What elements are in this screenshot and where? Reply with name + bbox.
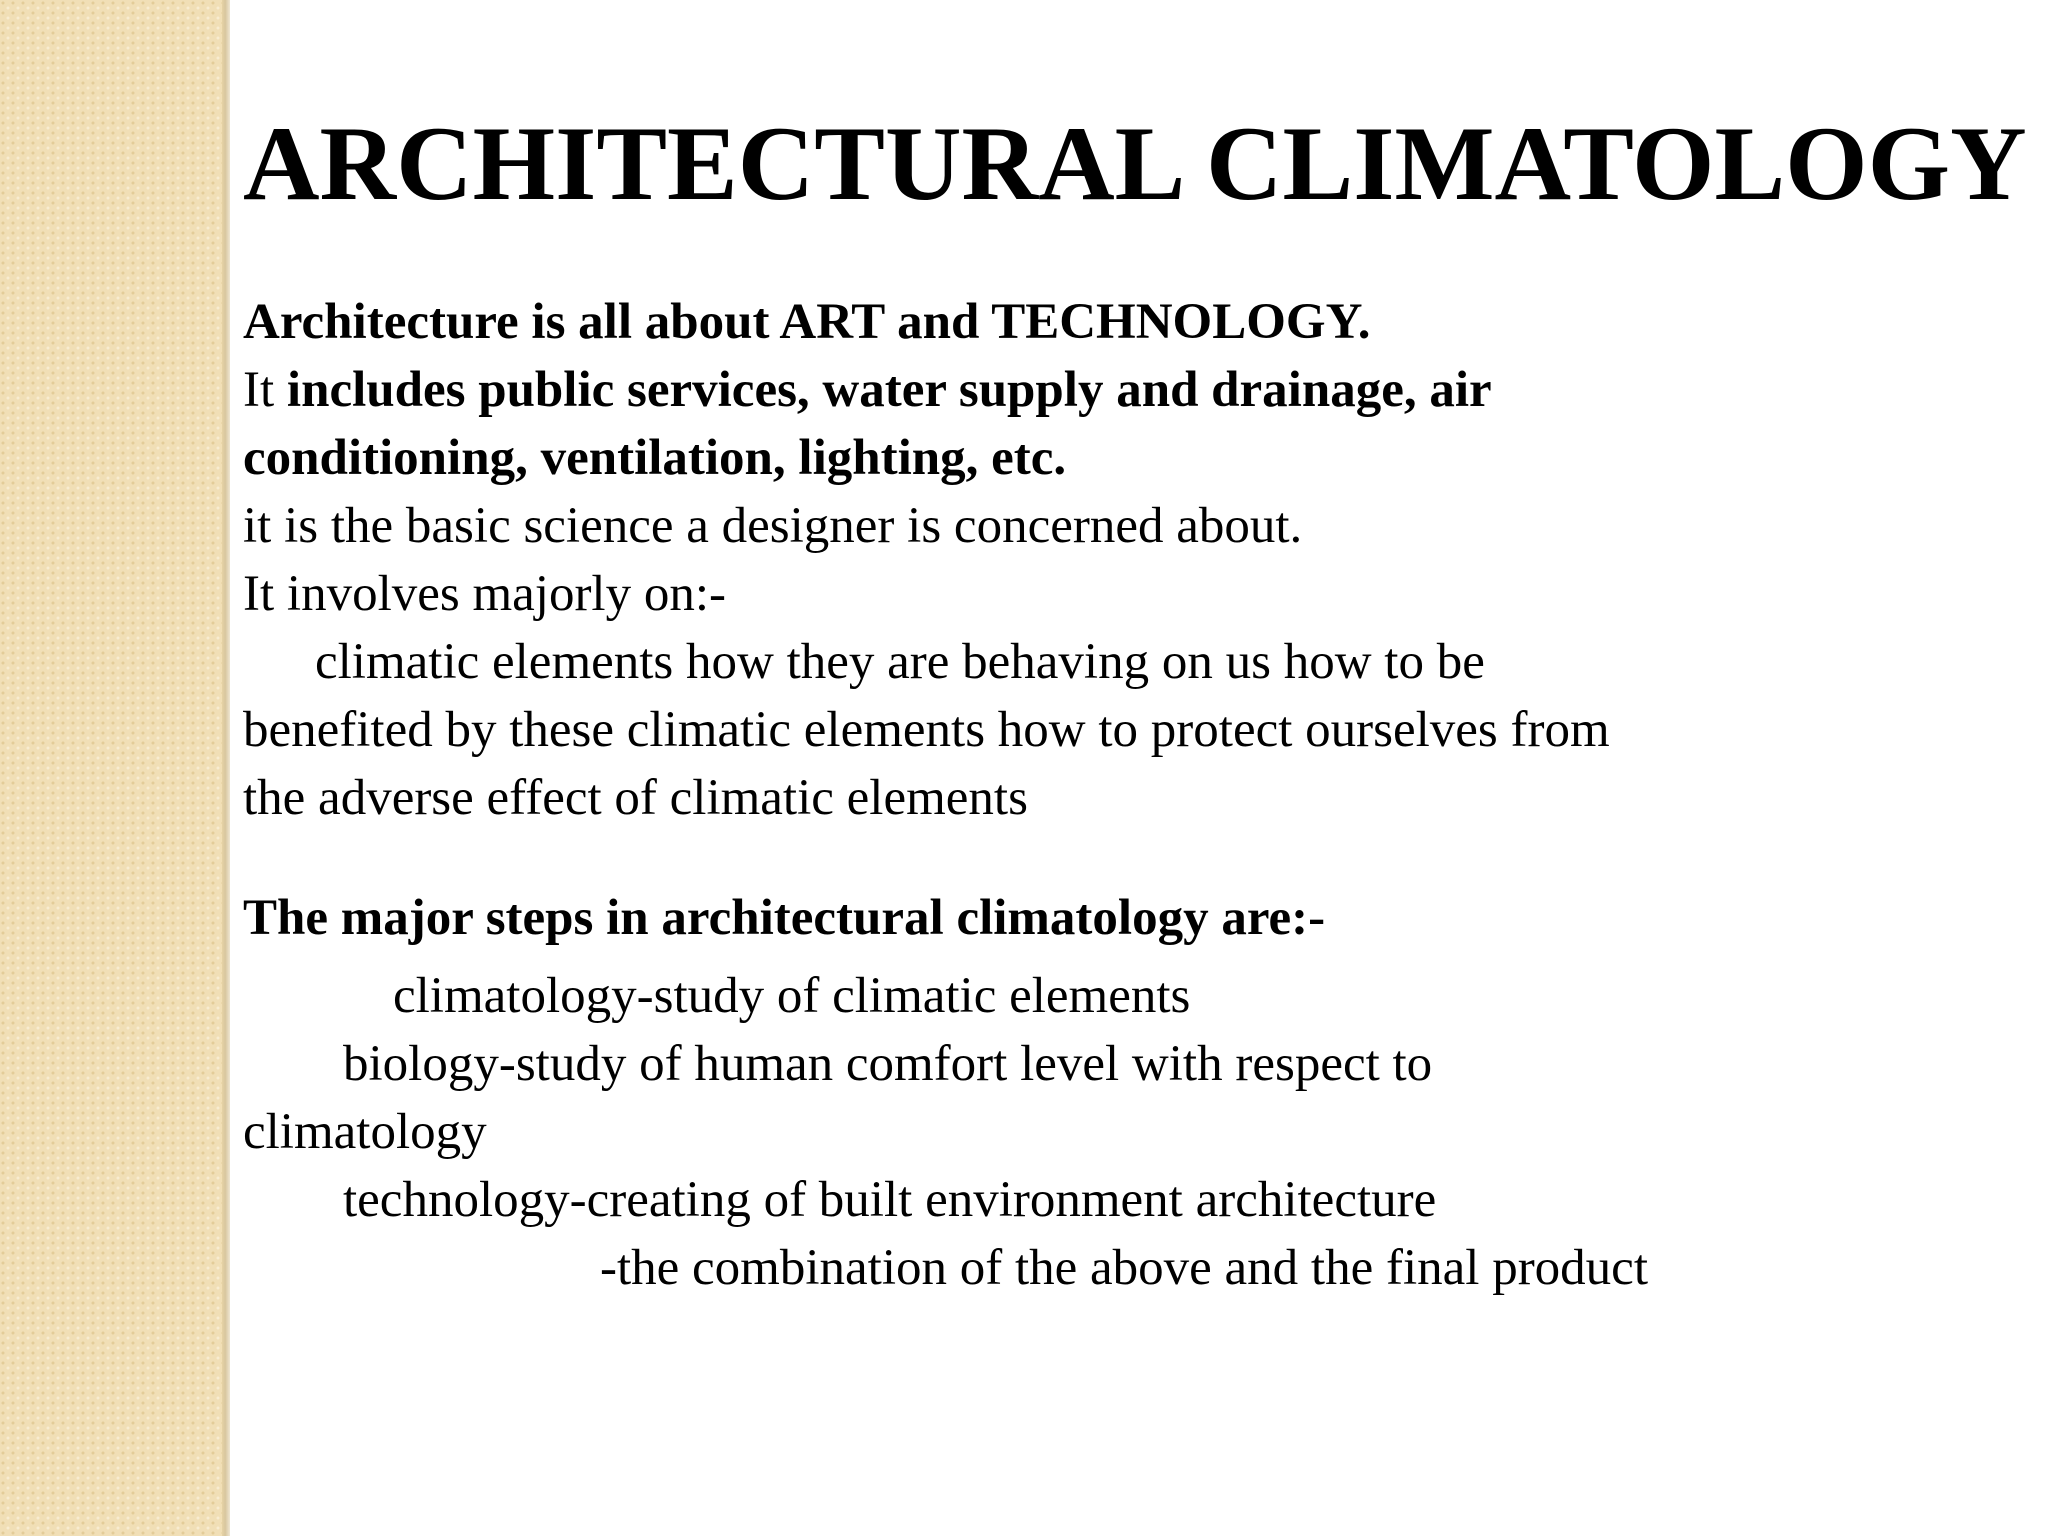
intro-line-6: climatic elements how they are behaving on us how to be xyxy=(315,634,1485,690)
intro-line-3: conditioning, ventilation, lighting, etc. xyxy=(243,430,1067,486)
intro-line-2 xyxy=(243,356,2023,424)
side-band-edge xyxy=(222,0,230,1536)
step-item: climatology-study of climatic elements xyxy=(393,968,1191,1024)
step-item: technology-creating of built environment architecture xyxy=(343,1172,1437,1228)
intro-line-1: Architecture is all about ART and TECHNOLOGY. xyxy=(243,294,1371,350)
step-item: climatology xyxy=(243,1104,487,1160)
step-item: -the combination of the above and the final product xyxy=(600,1240,1648,1296)
decorative-side-band xyxy=(0,0,226,1536)
steps-heading: The major steps in architectural climatology are:- xyxy=(243,890,1326,946)
intro-line-5: It involves majorly on:- xyxy=(243,566,727,622)
slide-body xyxy=(243,288,2023,1302)
intro-line-4: it is the basic science a designer is concerned about. xyxy=(243,498,1303,554)
intro-line-7: benefited by these climatic elements how to protect ourselves from xyxy=(243,702,1610,758)
step-item: biology-study of human comfort level with respect to xyxy=(343,1036,1433,1092)
intro-line-8: the adverse effect of climatic elements xyxy=(243,770,1028,826)
intro-line-2-prefix: It xyxy=(243,362,287,418)
steps-list xyxy=(243,962,2023,1302)
intro-line-2-bold: includes public services, water supply and drainage, air xyxy=(286,362,1492,418)
slide-title: ARCHITECTURAL CLIMATOLOGY xyxy=(243,105,2027,222)
